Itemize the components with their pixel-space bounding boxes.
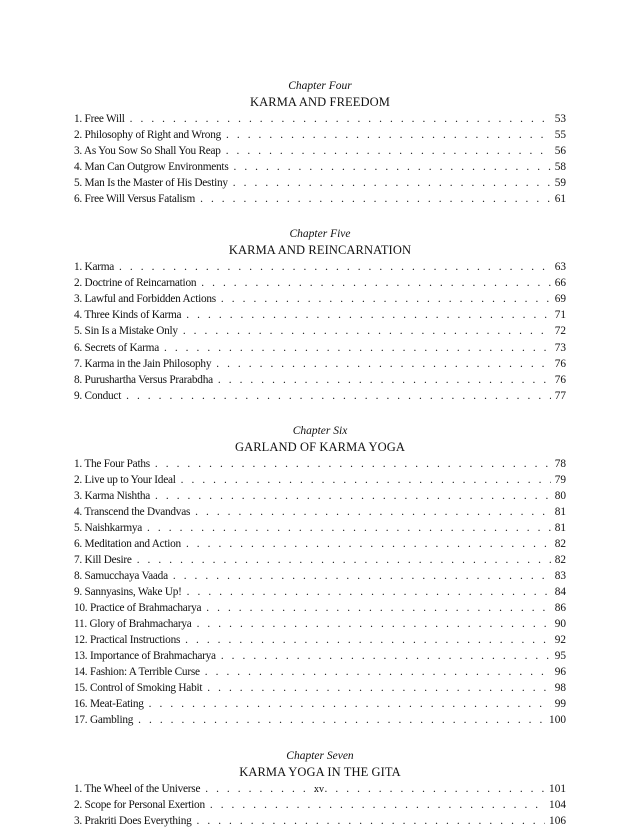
toc-entry-title: 1. The Wheel of the Universe xyxy=(74,782,201,795)
toc-entry-page: 86 xyxy=(554,602,566,615)
toc-entry-page: 55 xyxy=(554,129,566,142)
toc-entry-title: 5. Naishkarmya xyxy=(74,521,143,534)
chapter-label: Chapter Six xyxy=(292,424,348,437)
toc-entry xyxy=(74,584,566,600)
toc-entry xyxy=(74,456,566,472)
toc-entry-page: 80 xyxy=(554,489,566,502)
toc-entry-title: 14. Fashion: A Terrible Curse xyxy=(74,666,200,679)
toc-entry xyxy=(74,372,566,388)
toc-entry xyxy=(74,648,566,664)
dot-leader xyxy=(126,388,551,404)
toc-entry-page: 76 xyxy=(554,357,566,370)
toc-entry-title: 10. Practice of Brahmacharya xyxy=(74,602,202,615)
dot-leader xyxy=(221,648,551,664)
dot-leader xyxy=(185,632,551,648)
dot-leader xyxy=(164,340,551,356)
toc-entry-title: 9. Sannyasins, Wake Up! xyxy=(74,586,182,599)
dot-leader xyxy=(221,291,551,307)
toc-entry-page: 96 xyxy=(554,666,566,679)
toc-entry-title: 2. Live up to Your Ideal xyxy=(74,473,176,486)
toc-entry-page: 101 xyxy=(549,782,566,795)
toc-entry-title: 7. Karma in the Jain Philosophy xyxy=(74,357,212,370)
dot-leader xyxy=(147,520,551,536)
toc-entry-page: 95 xyxy=(554,650,566,663)
chapter-title: KARMA AND REINCARNATION xyxy=(228,243,412,258)
chapter-section xyxy=(74,78,566,207)
toc-entry-title: 6. Meditation and Action xyxy=(74,537,181,550)
toc-entry-page: 83 xyxy=(554,570,566,583)
toc-entry xyxy=(74,616,566,632)
toc-entry-page: 71 xyxy=(554,309,566,322)
toc-entry xyxy=(74,568,566,584)
toc-entry xyxy=(74,632,566,648)
dot-leader xyxy=(186,536,551,552)
toc-entry-title: 3. Prakriti Does Everything xyxy=(74,814,192,827)
dot-leader xyxy=(210,797,545,813)
toc-entry-title: 1. The Four Paths xyxy=(74,457,150,470)
toc-entry xyxy=(74,472,566,488)
toc-entry-page: 53 xyxy=(554,113,566,125)
toc-entry xyxy=(74,143,566,159)
toc-entry-title: 1. Free Will xyxy=(74,113,125,125)
dot-leader xyxy=(187,584,551,600)
toc-entry-title: 7. Kill Desire xyxy=(74,553,132,566)
dot-leader xyxy=(226,143,551,159)
toc-entry-title: 2. Doctrine of Reincarnation xyxy=(74,277,197,290)
toc-entry-page: 82 xyxy=(554,537,566,550)
dot-leader xyxy=(130,111,551,127)
toc-entry-page: 81 xyxy=(554,521,566,534)
chapter-title: KARMA YOGA IN THE GITA xyxy=(239,764,401,779)
toc-entry-page: 99 xyxy=(554,698,566,711)
dot-leader xyxy=(138,712,545,728)
chapter-title: GARLAND OF KARMA YOGA xyxy=(234,439,406,454)
chapter-section xyxy=(74,423,566,729)
toc-entry-page: 106 xyxy=(549,814,566,827)
dot-leader xyxy=(226,127,551,143)
toc-entry-title: 4. Man Can Outgrow Environments xyxy=(74,161,229,174)
toc-entry-page: 81 xyxy=(554,505,566,518)
toc-entry-page: 72 xyxy=(554,325,566,338)
toc-entry xyxy=(74,504,566,520)
toc-entry xyxy=(74,356,566,372)
toc-entry-page: 92 xyxy=(554,634,566,647)
toc-entry xyxy=(74,488,566,504)
toc-entry-page: 84 xyxy=(554,586,566,599)
toc-entry-page: 73 xyxy=(554,341,566,354)
toc-entry xyxy=(74,712,566,728)
toc-entry xyxy=(74,696,566,712)
toc-entry-page: 104 xyxy=(549,798,566,811)
toc-entry-title: 2. Scope for Personal Exertion xyxy=(74,798,205,811)
toc-entry-title: 17. Gambling xyxy=(74,714,134,727)
toc-entry-title: 4. Transcend the Dvandvas xyxy=(74,505,191,518)
toc-entry xyxy=(74,664,566,680)
toc-entry-title: 16. Meat-Eating xyxy=(74,698,144,711)
toc-entry xyxy=(74,159,566,175)
chapter-title: KARMA AND FREEDOM xyxy=(250,95,390,109)
toc-entry-title: 6. Secrets of Karma xyxy=(74,341,159,354)
dot-leader xyxy=(206,600,550,616)
toc-entry-title: 3. As You Sow So Shall You Reap xyxy=(74,145,221,158)
toc-entry-page: 56 xyxy=(554,145,566,158)
toc-entry xyxy=(74,600,566,616)
dot-leader xyxy=(197,616,551,632)
toc-entry xyxy=(74,552,566,568)
toc-entry-page: 79 xyxy=(554,473,566,486)
toc-entry-title: 3. Lawful and Forbidden Actions xyxy=(74,293,216,306)
toc-entry xyxy=(74,291,566,307)
toc-entry xyxy=(74,307,566,323)
toc-entry xyxy=(74,388,566,404)
dot-leader xyxy=(155,488,551,504)
toc-entry-title: 1. Karma xyxy=(74,261,115,274)
dot-leader xyxy=(195,504,551,520)
toc-entry xyxy=(74,175,566,191)
toc-entry-page: 58 xyxy=(554,161,566,174)
toc-entry-page: 98 xyxy=(554,682,566,695)
toc-entry xyxy=(74,813,566,829)
toc-entry-page: 82 xyxy=(554,553,566,566)
toc-entry-title: 12. Practical Instructions xyxy=(74,634,181,647)
toc-entry xyxy=(74,259,566,275)
dot-leader xyxy=(197,813,546,829)
dot-leader xyxy=(216,356,550,372)
dot-leader xyxy=(119,259,551,275)
toc-entry-page: 78 xyxy=(554,457,566,470)
toc-entry-title: 5. Man Is the Master of His Destiny xyxy=(74,177,228,190)
dot-leader xyxy=(181,472,551,488)
toc-entry xyxy=(74,520,566,536)
toc-entry xyxy=(74,275,566,291)
toc-entry-page: 90 xyxy=(554,618,566,631)
toc-entry xyxy=(74,191,566,207)
dot-leader xyxy=(149,696,551,712)
toc-entry xyxy=(74,127,566,143)
toc-entry-page: 100 xyxy=(549,714,566,727)
chapter-label: Chapter Seven xyxy=(286,749,354,762)
toc-entry-page: 76 xyxy=(554,373,566,386)
dot-leader xyxy=(201,275,550,291)
page-number: xv xyxy=(314,784,324,795)
toc-entry-title: 9. Conduct xyxy=(74,389,122,402)
toc-entry-title: 5. Sin Is a Mistake Only xyxy=(74,325,178,338)
toc-entry-page: 77 xyxy=(554,389,566,402)
chapter-section xyxy=(74,226,566,403)
toc-entry-title: 15. Control of Smoking Habit xyxy=(74,682,203,695)
toc-entry-title: 13. Importance of Brahmacharya xyxy=(74,650,216,663)
chapter-label: Chapter Five xyxy=(289,228,351,241)
dot-leader xyxy=(200,191,551,207)
toc-entry-title: 8. Purushartha Versus Prarabdha xyxy=(74,373,213,386)
toc-entry-page: 69 xyxy=(554,293,566,306)
toc-entry xyxy=(74,340,566,356)
toc-entry xyxy=(74,680,566,696)
dot-leader xyxy=(218,372,551,388)
dot-leader xyxy=(207,680,550,696)
dot-leader xyxy=(205,664,551,680)
toc-entry-page: 66 xyxy=(554,277,566,290)
toc-entry-page: 63 xyxy=(554,261,566,274)
toc-entry xyxy=(74,111,566,127)
dot-leader xyxy=(173,568,551,584)
toc-entry-page: 59 xyxy=(554,177,566,190)
toc-entry-title: 2. Philosophy of Right and Wrong xyxy=(74,129,221,142)
toc-entry-page: 61 xyxy=(554,193,566,206)
toc-entry xyxy=(74,536,566,552)
dot-leader xyxy=(233,175,551,191)
toc-entry-title: 3. Karma Nishtha xyxy=(74,489,150,502)
toc-entry-title: 11. Glory of Brahmacharya xyxy=(74,618,192,631)
toc-entry-title: 6. Free Will Versus Fatalism xyxy=(74,193,196,206)
dot-leader xyxy=(155,456,551,472)
toc-entry xyxy=(74,323,566,339)
toc-entry-title: 4. Three Kinds of Karma xyxy=(74,309,182,322)
toc-entry-title: 8. Samucchaya Vaada xyxy=(74,570,168,583)
dot-leader xyxy=(183,323,551,339)
dot-leader xyxy=(186,307,550,323)
chapter-label: Chapter Four xyxy=(288,80,352,92)
dot-leader xyxy=(137,552,551,568)
table-of-contents xyxy=(74,78,566,829)
toc-entry xyxy=(74,797,566,813)
dot-leader xyxy=(233,159,550,175)
